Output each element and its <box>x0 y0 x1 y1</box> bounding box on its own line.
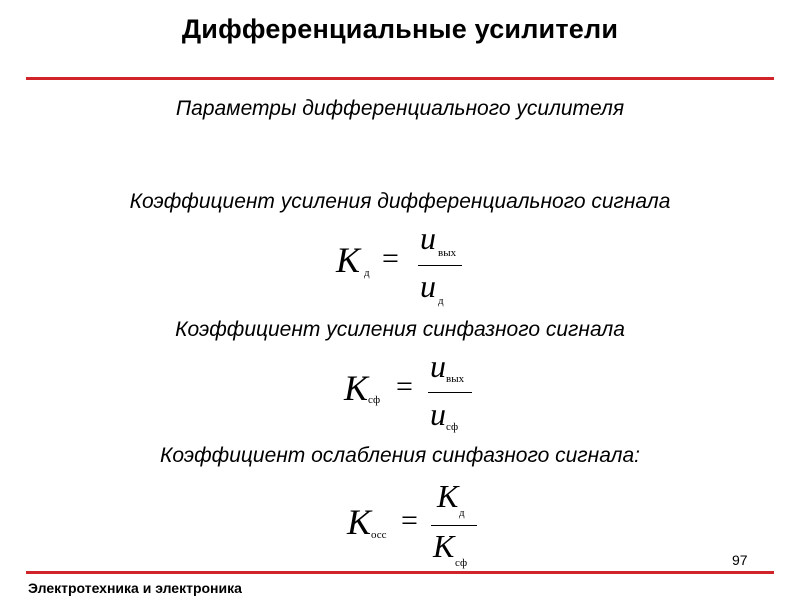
cmrr-formula <box>345 478 505 570</box>
bottom-divider <box>26 571 774 574</box>
formula-lhs-subscript: сф <box>368 394 381 406</box>
differential-gain-label: Коэффициент усиления дифференциального сигнала <box>129 190 671 213</box>
formula-equals: = <box>401 504 418 537</box>
formula-lhs-subscript: д <box>364 267 370 279</box>
slide-subtitle: Параметры дифференциального усилителя <box>175 97 625 120</box>
formula-denominator-subscript: сф <box>446 421 459 433</box>
formula-equals: = <box>382 242 399 275</box>
formula-denominator: u <box>430 396 446 432</box>
formula-numerator-subscript: вых <box>446 373 465 385</box>
cmrr-label: Коэффициент ослабления синфазного сигнала: <box>159 444 641 467</box>
common-mode-gain-label: Коэффициент усиления синфазного сигнала <box>175 318 625 341</box>
formula-numerator-subscript: вых <box>438 247 457 259</box>
fraction-bar <box>428 392 472 393</box>
formula-denominator-subscript: д <box>438 295 444 307</box>
formula-denominator: u <box>420 268 436 304</box>
formula-denominator: K <box>433 528 455 564</box>
fraction-bar <box>418 265 462 266</box>
slide-title: Дифференциальные усилители <box>181 14 619 44</box>
formula-lhs-symbol: K <box>347 502 372 542</box>
common-mode-gain-formula <box>340 350 500 434</box>
formula-equals: = <box>396 370 413 403</box>
formula-denominator-subscript: сф <box>455 557 468 569</box>
formula-lhs-symbol: K <box>344 368 369 408</box>
formula-numerator: K <box>437 478 459 514</box>
differential-gain-formula <box>330 222 490 306</box>
top-divider <box>26 77 774 80</box>
formula-lhs-subscript: осс <box>371 529 387 541</box>
page-number: 97 <box>732 552 748 568</box>
formula-numerator-subscript: д <box>459 507 465 519</box>
fraction-bar <box>431 525 477 526</box>
formula-numerator: u <box>420 220 436 256</box>
formula-lhs-symbol: K <box>336 240 361 280</box>
footer-course-name: Электротехника и электроника <box>28 580 242 596</box>
formula-numerator: u <box>430 348 446 384</box>
